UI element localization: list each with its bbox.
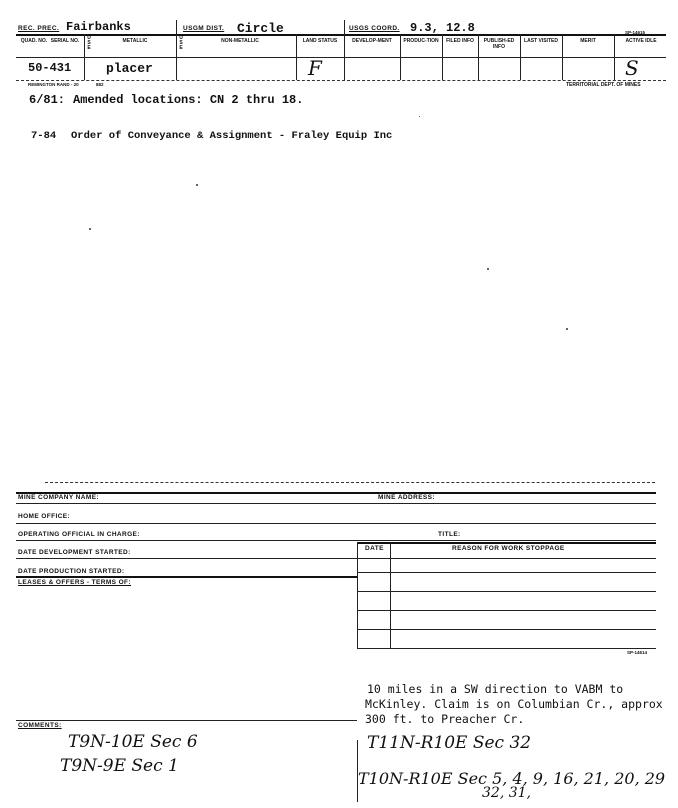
col-divider [84, 34, 85, 80]
location-line-3: 300 ft. to Preacher Cr. [365, 712, 525, 726]
header-rule-2 [16, 57, 666, 58]
col-use-metallic: U S E [87, 35, 91, 51]
hand-right-line-2: T10N-R10E Sec 5, 4, 9, 16, 21, 20, 29 [358, 769, 666, 788]
form-code-bottom: SP-14614 [627, 650, 648, 655]
col-active-idle: ACTIVE IDLE [625, 38, 657, 44]
leases-offers-label: LEASES & OFFERS - TERMS OF: [18, 579, 131, 586]
rule [16, 503, 656, 504]
comments-label: COMMENTS: [18, 722, 62, 729]
active-idle-value: S [625, 56, 639, 80]
rule [357, 610, 656, 611]
operating-official-label: OPERATING OFFICIAL IN CHARGE: [18, 531, 140, 538]
mine-address-label: MINE ADDRESS: [378, 494, 435, 501]
date-production-label: DATE PRODUCTION STARTED: [18, 568, 125, 575]
header-rule-1 [16, 34, 666, 36]
col-production: PRODUC-TION [403, 38, 439, 44]
rule-mine-company [16, 492, 656, 494]
rule [357, 542, 358, 648]
rule [16, 576, 357, 578]
rule [357, 542, 656, 544]
col-nonmetallic: NON-METALLIC [221, 38, 259, 44]
scan-speck [487, 268, 489, 270]
col-filed-info: FILED INFO [446, 38, 474, 44]
col-last-visited: LAST VISITED [524, 38, 558, 44]
scan-speck [89, 228, 91, 230]
title-label: TITLE: [438, 531, 461, 538]
card-footer-right: TERRITORIAL DEPT. OF MINES [566, 82, 641, 88]
rec-prec-label: REC. PREC. [18, 25, 60, 32]
rec-prec-value: Fairbanks [66, 20, 131, 34]
card-footer-left: REMINGTON RAND - 20 [28, 82, 79, 87]
col-serial-no: SERIAL NO. [50, 38, 80, 44]
entry-2-date: 7-84 [31, 130, 57, 142]
mine-company-name-label: MINE COMPANY NAME: [18, 494, 99, 501]
col-land-status: LAND STATUS [302, 38, 338, 44]
col-merit: MERIT [580, 38, 596, 44]
usgs-coord-label: USGS COORD. [349, 25, 400, 32]
rule [16, 523, 656, 524]
stoppage-reason-header: REASON FOR WORK STOPPAGE [452, 545, 565, 552]
land-status-value: F [308, 56, 322, 80]
col-divider [442, 34, 443, 80]
rule [16, 558, 656, 559]
col-published-info: PUBLISH-ED INFO [483, 38, 515, 50]
col-divider [296, 34, 297, 80]
location-line-1: 10 miles in a SW direction to VABM to [367, 682, 624, 696]
usgm-dist-value: Circle [237, 21, 284, 36]
col-divider [478, 34, 479, 80]
metallic-value: placer [106, 61, 153, 76]
hand-left-line-2: T9N-9E Sec 1 [60, 756, 179, 776]
usgs-coord-value: 9.3, 12.8 [410, 21, 475, 35]
scan-speck [566, 328, 568, 330]
col-divider [614, 34, 615, 80]
hand-left-line-1: T9N-10E Sec 6 [68, 732, 198, 752]
usgm-dist-label: USGM DIST. [183, 25, 225, 32]
col-use-nonmetallic: U S E [179, 35, 183, 51]
hand-right-line-3: 32, 31, [482, 785, 531, 801]
col-quad-no: QUAD. NO. [20, 38, 48, 44]
rule [16, 720, 357, 721]
rule [357, 572, 656, 573]
rule [357, 591, 656, 592]
rule [16, 540, 656, 541]
form-code-top: SP-14615 [625, 30, 646, 35]
location-line-2: McKinley. Claim is on Columbian Cr., approx [365, 697, 663, 711]
scan-speck [196, 184, 198, 186]
entry-1-date: 6/81: [29, 93, 66, 107]
card-footer-code: 882 [96, 82, 104, 87]
scan-speck [419, 116, 420, 117]
col-metallic: METALLIC [122, 38, 148, 44]
col-divider [344, 20, 345, 80]
rule [357, 629, 656, 630]
home-office-label: HOME OFFICE: [18, 513, 71, 520]
rule [357, 648, 656, 649]
entry-1-text: Amended locations: CN 2 thru 18. [73, 93, 304, 107]
lower-top-dashed [45, 482, 655, 483]
col-divider [562, 34, 563, 80]
entry-2-text: Order of Conveyance & Assignment - Fraley Equip Inc [71, 130, 393, 142]
col-development: DEVELOP-MENT [352, 38, 392, 44]
hand-right-line-1: T11N-R10E Sec 32 [367, 733, 532, 753]
stoppage-date-header: DATE [365, 545, 384, 552]
serial-value: 50-431 [28, 61, 72, 75]
header-rule-dashed [16, 80, 666, 81]
col-divider [520, 34, 521, 80]
col-divider [400, 34, 401, 80]
date-development-label: DATE DEVELOPMENT STARTED: [18, 549, 131, 556]
rule [390, 542, 391, 648]
col-divider [176, 20, 177, 80]
